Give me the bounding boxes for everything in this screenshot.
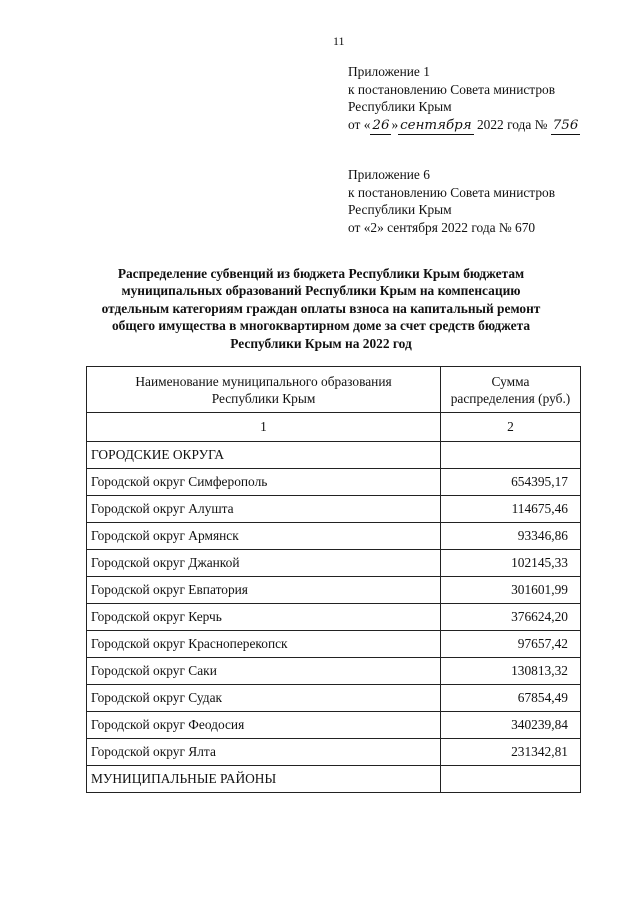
amount-value: 376624,20 [441, 604, 581, 631]
column-number-row [87, 413, 581, 442]
header-name-line-2: Республики Крым [211, 390, 316, 406]
distribution-table [86, 366, 581, 793]
header-amount-line-2: распределения (руб.) [450, 390, 571, 406]
municipality-name: Городской округ Феодосия [87, 712, 441, 739]
amount-value: 231342,81 [441, 739, 581, 766]
table-row [87, 685, 581, 712]
municipality-name: Городской округ Красноперекопск [87, 631, 441, 658]
column-number-1: 1 [87, 413, 441, 442]
column-number-2: 2 [441, 413, 581, 442]
title-line-1: Распределение субвенций из бюджета Республики Крым бюджетам [117, 266, 525, 281]
table-row [87, 658, 581, 685]
header-name-line-1: Наименование муниципального образования [135, 373, 392, 389]
appendix-1-date-line [348, 116, 580, 136]
municipality-name: Городской округ Джанкой [87, 550, 441, 577]
municipality-name: Городской округ Армянск [87, 523, 441, 550]
table-row [87, 712, 581, 739]
municipality-name: Городской округ Евпатория [87, 577, 441, 604]
appendix-6-resolution: к постановлению Совета министров [348, 184, 556, 200]
amount-value: 97657,42 [441, 631, 581, 658]
table-row [87, 550, 581, 577]
appendix-1-republic: Республики Крым [348, 99, 452, 114]
appendix-6-label: Приложение 6 [348, 167, 430, 182]
amount-value: 654395,17 [441, 469, 581, 496]
appendix-1-label: Приложение 1 [348, 64, 430, 79]
section-label: ГОРОДСКИЕ ОКРУГА [87, 442, 441, 469]
appendix-1-resolution: к постановлению Совета министров [348, 81, 556, 97]
document-title [80, 265, 562, 352]
section-label: МУНИЦИПАЛЬНЫЕ РАЙОНЫ [87, 766, 441, 793]
title-line-3: отдельным категориям граждан оплаты взноса на капитальный ремонт [101, 300, 541, 316]
municipality-name: Городской округ Судак [87, 685, 441, 712]
page-number: 11 [333, 34, 345, 48]
table-row [87, 469, 581, 496]
handwritten-month: сентября [398, 117, 473, 136]
date-suffix: 2022 года № [473, 116, 551, 132]
title-line-5: Республики Крым на 2022 год [230, 335, 412, 351]
amount-value: 102145,33 [441, 550, 581, 577]
date-mid: » [391, 116, 399, 132]
table-row [87, 739, 581, 766]
municipality-name: Городской округ Симферополь [87, 469, 441, 496]
municipality-name: Городской округ Ялта [87, 739, 441, 766]
date-prefix: от « [348, 116, 371, 132]
amount-value: 130813,32 [441, 658, 581, 685]
header-name-cell [87, 367, 441, 413]
appendix-6-block [348, 166, 555, 236]
title-line-2: муниципальных образований Республики Крым на компенсацию [121, 283, 521, 299]
amount-value: 301601,99 [441, 577, 581, 604]
table-row [87, 577, 581, 604]
title-line-4: общего имущества в многоквартирном доме за счет средств бюджета [111, 318, 531, 334]
empty-cell [441, 766, 581, 793]
amount-value: 67854,49 [441, 685, 581, 712]
municipality-name: Городской округ Саки [87, 658, 441, 685]
amount-value: 93346,86 [441, 523, 581, 550]
table-row [87, 523, 581, 550]
header-amount-cell [441, 367, 581, 413]
municipality-name: Городской округ Керчь [87, 604, 441, 631]
municipality-name: Городской округ Алушта [87, 496, 441, 523]
table-row [87, 604, 581, 631]
amount-value: 340239,84 [441, 712, 581, 739]
handwritten-number: 756 [551, 117, 581, 136]
appendix-6-republic: Республики Крым [348, 202, 452, 217]
amount-value: 114675,46 [441, 496, 581, 523]
header-amount-line-1: Сумма [491, 373, 530, 389]
table-row [87, 631, 581, 658]
appendix-1-block [348, 63, 580, 135]
table-row [87, 496, 581, 523]
empty-cell [441, 442, 581, 469]
table-header-row [87, 367, 581, 413]
appendix-6-date-line: от «2» сентября 2022 года № 670 [348, 219, 536, 235]
section-row-municipal-districts [87, 766, 581, 793]
section-row-city-districts [87, 442, 581, 469]
handwritten-day: 26 [370, 117, 391, 136]
